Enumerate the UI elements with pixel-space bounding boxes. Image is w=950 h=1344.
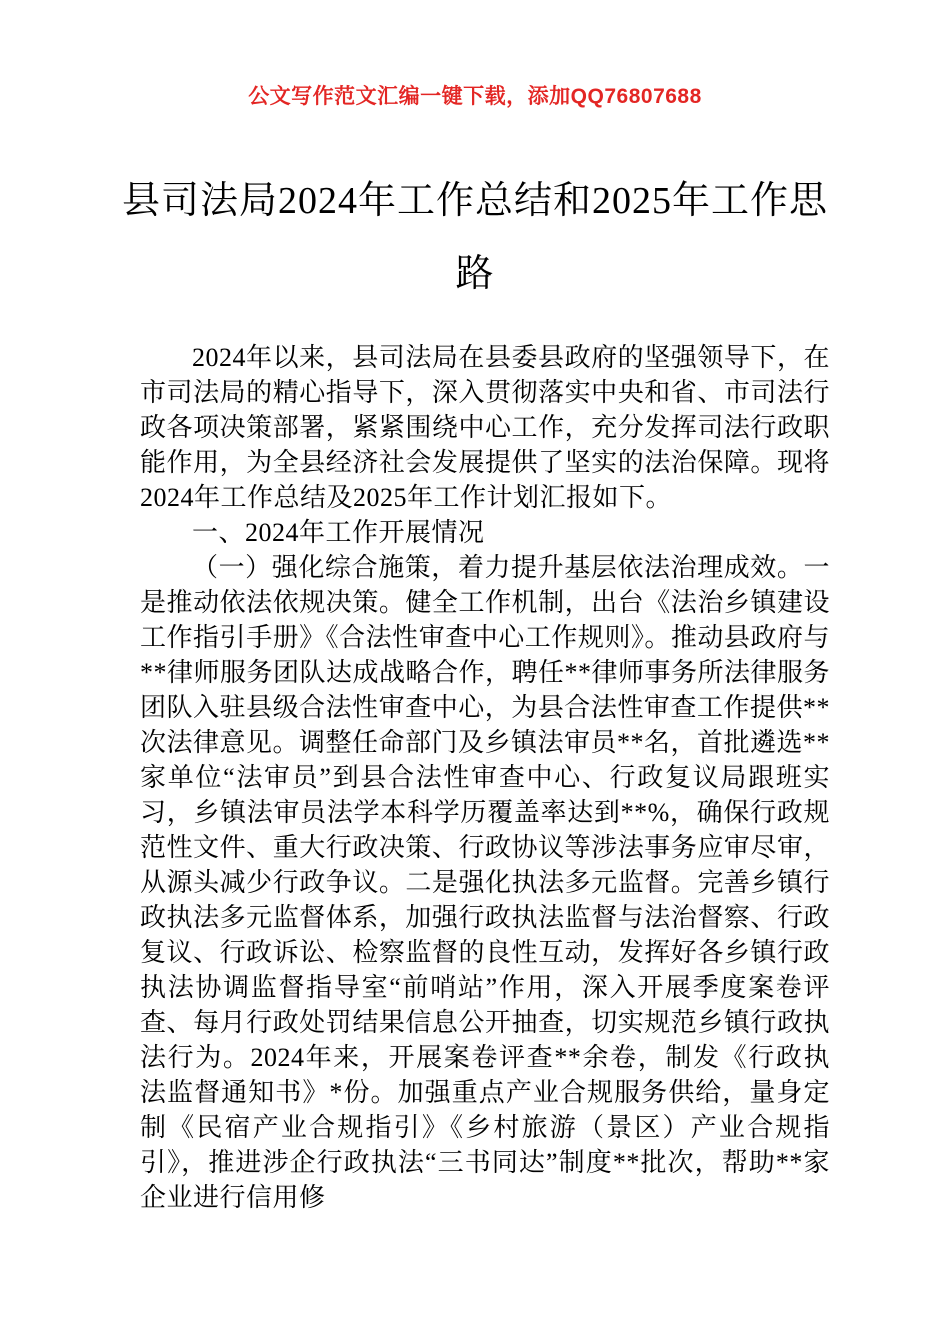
section-heading-2024-work: 一、2024年工作开展情况	[192, 518, 485, 547]
document-body	[140, 340, 830, 1215]
document-title-line-1: 县司法局2024年工作总结和2025年工作思	[121, 180, 828, 222]
paragraph-section-one: （一）强化综合施策，着力提升基层依法治理成效。一是推动依法依规决策。健全工作机制，出台《法治乡镇建设工作指引手册》《合法性审查中心工作规则》。推动县政府与**律师服务团队达成战略合作，聘任**律师事务所法律服务团队入驻县级合法性审查中心，为县合法性审查工作提供**次法律意见。调整任命部门及乡镇法审员**名，首批遴选**家单位“法审员”到县合法性审查中心、行政复议局跟班实习，乡镇法审员法学本科学历覆盖率达到**%，确保行政规范性文件、重大行政决策、行政协议等涉法事务应审尽审，从源头减少行政争议。二是强化执法多元监督。完善乡镇行政执法多元监督体系，加强行政执法监督与法治督察、行政复议、行政诉讼、检察监督的良性互动，发挥好各乡镇行政执法协调监督指导室“前哨站”作用，深入开展季度案卷评查、每月行政处罚结果信息公开抽查，切实规范乡镇行政执法行为。2024年来，开展案卷评查**余卷，制发《行政执法监督通知书》*份。加强重点产业合规服务供给，量身定制《民宿产业合规指引》《乡村旅游（景区）产业合规指引》，推进涉企行政执法“三书同达”制度**批次，帮助**家企业进行信用修	[140, 553, 831, 1212]
paragraph-intro: 2024年以来，县司法局在县委县政府的坚强领导下，在市司法局的精心指导下，深入贯彻落实中央和省、市司法行政各项决策部署，紧紧围绕中心工作，充分发挥司法行政职能作用，为全县经济社会发展提供了坚实的法治保障。现将2024年工作总结及2025年工作计划汇报如下。	[140, 343, 830, 512]
document-title-line-2: 路	[455, 253, 495, 295]
document-title	[95, 165, 855, 311]
promo-banner: 公文写作范文汇编一键下载，添加QQ76807688	[248, 85, 702, 108]
